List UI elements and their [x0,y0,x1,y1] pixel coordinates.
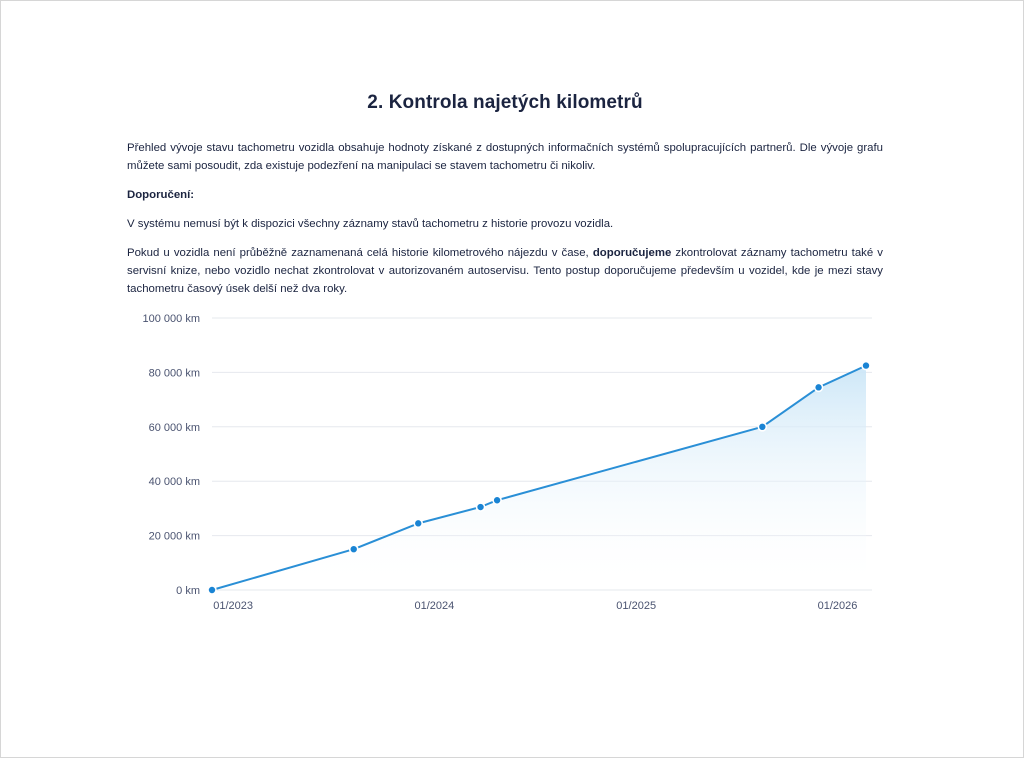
area-shape [212,366,866,590]
data-point[interactable] [350,545,358,553]
section-title: 2. Kontrola najetých kilometrů [367,92,643,113]
data-point[interactable] [414,519,422,527]
y-axis-labels [143,313,200,597]
recommendation-heading: Doporučení: [127,189,195,201]
report-section [127,92,883,309]
intro-paragraph: Přehled vývoje stavu tachometru vozidla obsahuje hodnoty získané z dostupných informačních systémů spolupracujících partnerů. Dle vývoje grafu můžete sami posoudit, zda existuje podezření na manipulaci se stavem tachometru či nikoliv. [127,142,883,172]
x-tick-label: 01/2026 [817,600,858,612]
advice-text-2: zkontrolovat záznamy tachometru také v servisní knize, nebo vozidlo nechat zkontrolovat v autorizovaném autoservisu. Tento postup doporučujeme především u vozidel, kde je mezi stavy tachometru časový úsek delší než dva roky. [127,247,883,295]
data-point[interactable] [208,586,216,594]
data-point[interactable] [862,362,870,370]
note-paragraph: V systému nemusí být k dispozici všechny záznamy stavů tachometru z historie provozu vozidla. [127,218,614,230]
x-tick-label: 01/2025 [616,600,657,612]
data-point[interactable] [493,496,501,504]
area-fill [212,366,866,590]
y-tick-label: 0 km [176,585,200,597]
odometer-chart [110,300,880,620]
x-tick-label: 01/2024 [414,600,455,612]
data-point[interactable] [815,383,823,391]
y-tick-label: 40 000 km [148,476,200,489]
advice-emphasis: doporučujeme [592,247,672,259]
data-point[interactable] [758,423,766,431]
x-axis-labels [213,600,857,612]
y-tick-label: 80 000 km [148,367,200,380]
y-tick-label: 100 000 km [142,313,200,325]
advice-text-1: Pokud u vozidla není průběžně zaznamenaná celá historie kilometrového nájezdu v čase, [127,247,593,259]
y-tick-label: 60 000 km [148,421,200,434]
x-tick-label: 01/2023 [213,600,253,612]
y-tick-label: 20 000 km [148,530,200,543]
data-point[interactable] [477,503,485,511]
advice-paragraph [127,244,883,298]
